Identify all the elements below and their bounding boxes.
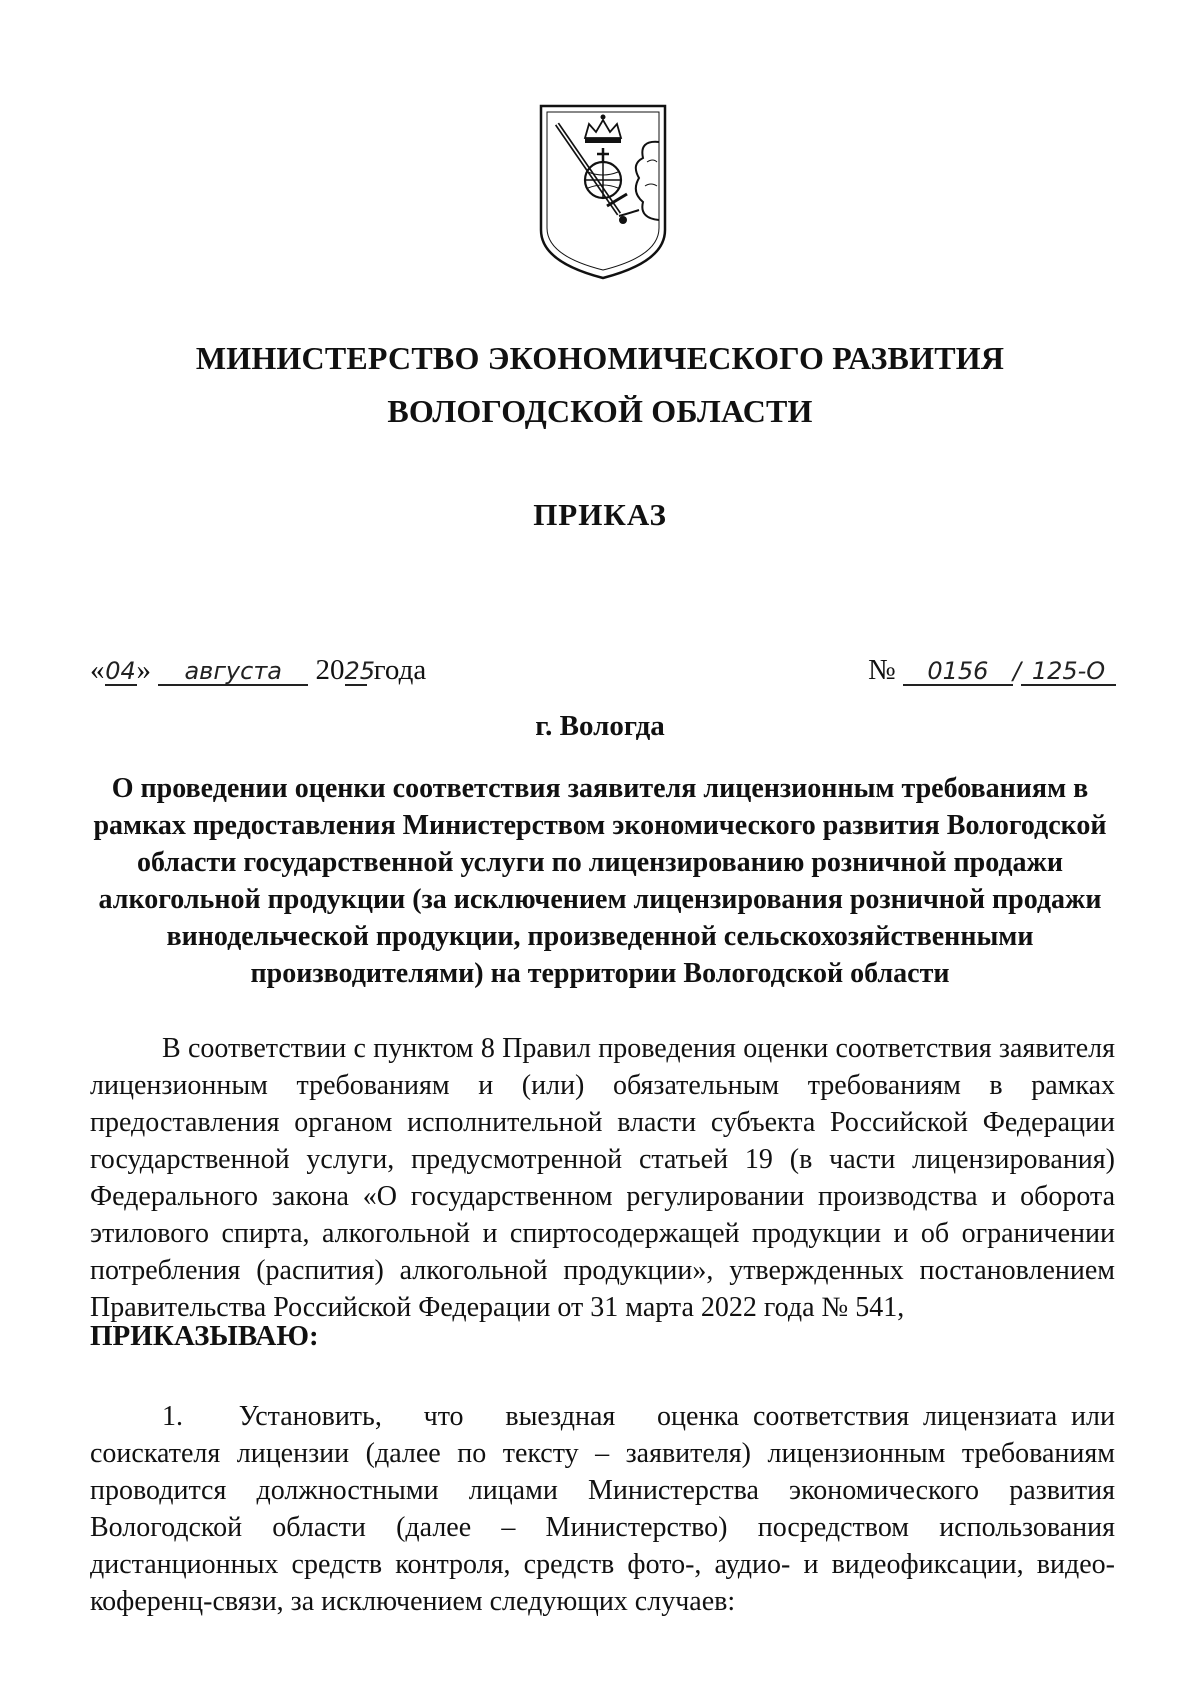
document-type: ПРИКАЗ [533,497,667,532]
order-number: № 0156 / 125-О [868,654,1116,687]
number-part2: 125-О [1021,659,1116,686]
ministry-name-line1: МИНИСТЕРСТВО ЭКОНОМИЧЕСКОГО РАЗВИТИЯ [195,340,1005,376]
city: г. Вологда [535,710,665,742]
date-day: 04 [105,657,136,685]
number-sign: № [867,654,896,686]
year-suffix: 25 [344,657,376,685]
year-prefix: 20 [315,654,345,686]
date-open-quote: « [90,654,105,686]
order-date [90,654,426,687]
date-close-quote: » [136,654,151,686]
clause-1-paragraph: 1. Установить, что выездная оценка соответствия лицензиата или соискателя лицензии (далее по тексту – заявителя) лицензионным требованиям проводится должностными лицами Министерства экономического развития Вологодской области (далее – Министерство) посредством использования дистанционных средств контроля, средств фото-, аудио- и видеофиксации, видео-коференц-связи, за исключением следующих случаев: [90,1401,1122,1617]
year-word: года [373,654,427,686]
coat-of-arms-icon [535,102,671,282]
ministry-name-line2: ВОЛОГОДСКОЙ ОБЛАСТИ [387,393,813,429]
preamble-paragraph: В соответствии с пунктом 8 Правил проведения оценки соответствия заявителя лицензионным требованиям и (или) обязательным требованиям в рамках предоставления органом исполнительной власти субъекта Российской Федерации государственной услуги, предусмотренной статьей 19 (в части лицензирования) Федерального закона «О государственном регулировании производства и оборота этилового спирта, алкогольной и спиртосодержащей продукции и об ограничении потребления (распития) алкогольной продукции», утвержденных постановлением Правительства Российской Федерации от 31 марта 2022 года № 541, [90,1033,1115,1323]
order-label: ПРИКАЗЫВАЮ: [90,1320,319,1352]
date-month: августа [158,659,308,686]
document-title: О проведении оценки соответствия заявителя лицензионным требованиям в рамках предоставления Министерством экономического развития Вологодской области государственной услуги по лицензированию розничной продажи алкогольной продукции (за исключением лицензирования розничной продажи винодельческой продукции, произведенной сельскохозяйственными производителями) на территории Вологодской области [93,773,1107,989]
number-part1: 0156 [903,659,1013,686]
